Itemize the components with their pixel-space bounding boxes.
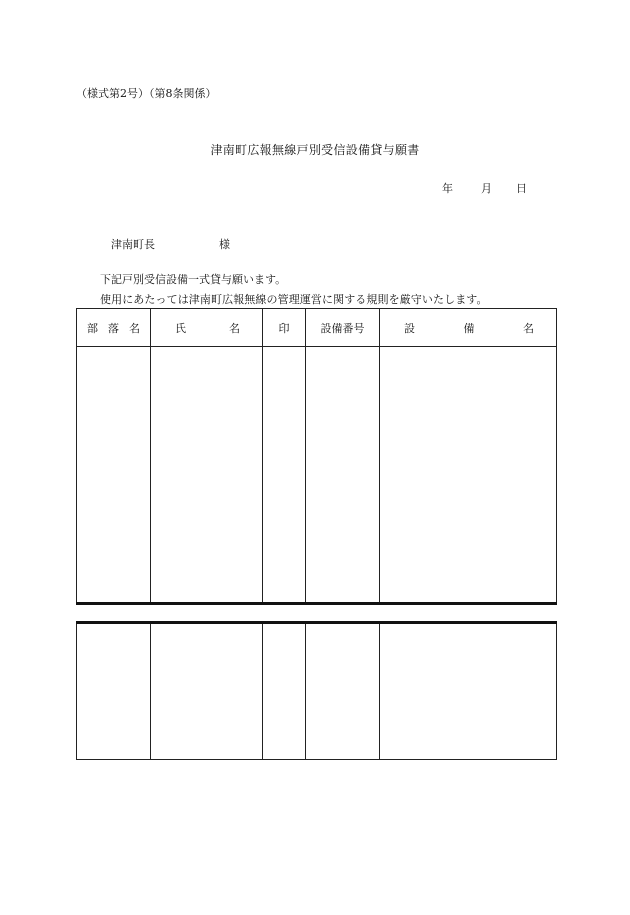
header-char: 名 (129, 321, 140, 335)
header-char: 名 (229, 321, 240, 335)
table-header-row (77, 309, 557, 347)
equipment-number-cell[interactable] (306, 347, 380, 604)
column-header-district (77, 309, 151, 347)
application-table (76, 308, 557, 605)
district-cell[interactable] (77, 347, 151, 604)
table-row (77, 623, 557, 760)
header-char: 部 (87, 321, 98, 335)
header-char: 名 (523, 321, 534, 335)
header-char: 落 (108, 321, 119, 335)
compliance-statement: 使用にあたっては津南町広報無線の管理運営に関する規則を厳守いたします。 (100, 293, 488, 306)
header-char: 設 (404, 321, 415, 335)
equipment-name-cell[interactable] (380, 623, 557, 760)
name-cell[interactable] (151, 623, 263, 760)
equipment-name-cell[interactable] (380, 347, 557, 604)
date-day-label: 日 (516, 182, 527, 195)
name-cell[interactable] (151, 347, 263, 604)
addressee-name: 津南町長 (111, 238, 155, 251)
header-char: 備 (463, 321, 475, 335)
date-month-label: 月 (481, 182, 492, 195)
column-header-seal: 印 (263, 309, 306, 347)
request-statement: 下記戸別受信設備一式貸与願います。 (100, 273, 287, 286)
form-number: （様式第2号）（第8条関係） (76, 87, 217, 100)
district-cell[interactable] (77, 623, 151, 760)
table-row (77, 347, 557, 604)
office-use-table (76, 621, 557, 760)
date-year-label: 年 (442, 182, 453, 195)
addressee-honorific: 様 (219, 238, 230, 251)
column-header-equipment-name (380, 309, 557, 347)
column-header-name (151, 309, 263, 347)
document-title: 津南町広報無線戸別受信設備貸与願書 (210, 143, 420, 157)
seal-cell[interactable] (263, 347, 306, 604)
header-char: 氏 (175, 321, 186, 335)
seal-cell[interactable] (263, 623, 306, 760)
equipment-number-cell[interactable] (306, 623, 380, 760)
column-header-equipment-number: 設備番号 (306, 309, 380, 347)
